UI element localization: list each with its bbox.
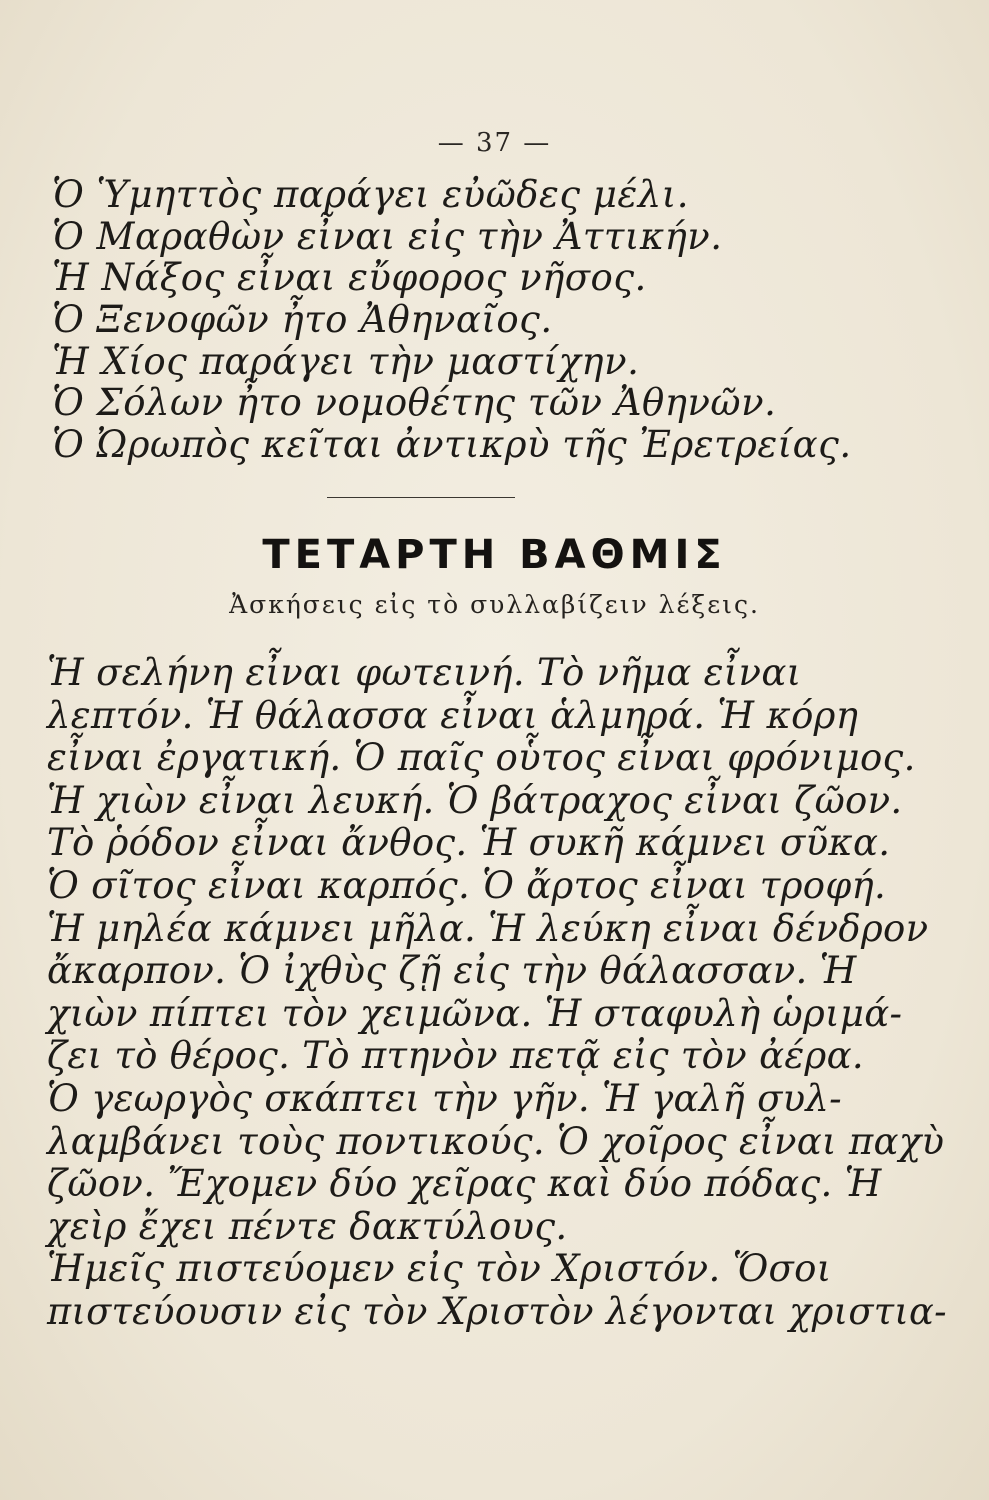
page-number: — 37 — [437,128,552,158]
text-line: εἶναι ἐργατική. Ὁ παῖς οὗτος εἶναι φρόνιμος. [47,736,916,780]
text-line: χιὼν πίπτει τὸν χειμῶνα. Ἡ σταφυλὴ ὡριμά- [47,991,903,1035]
text-line: λεπτόν. Ἡ θάλασσα εἶναι ἁλμηρά. Ἡ κόρη [47,693,859,737]
text-line: πιστεύουσιν εἰς τὸν Χριστὸν λέγονται χριστια- [47,1289,947,1333]
sentence-line: Ὁ Σόλων ἦτο νομοθέτης τῶν Ἀθηνῶν. [52,381,777,425]
sentence-list [52,174,932,466]
section-divider [327,497,515,498]
sentence-line: Ὁ Ὠρωπὸς κεῖται ἀντικρὺ τῆς Ἐρετρείας. [52,423,852,467]
text-line: Ἡ χιὼν εἶναι λευκή. Ὁ βάτραχος εἶναι ζῶον. [47,778,903,822]
text-line: Ὁ σῖτος εἶναι καρπός. Ὁ ἄρτος εἶναι τροφή. [47,863,887,907]
text-line: λαμβάνει τοὺς ποντικούς. Ὁ χοῖρος εἶναι παχὺ [47,1119,945,1163]
text-line: Ὁ γεωργὸς σκάπτει τὴν γῆν. Ἡ γαλῆ συλ- [47,1076,842,1120]
text-line: Ἡ μηλέα κάμνει μῆλα. Ἡ λεύκη εἶναι δένδρον [47,906,929,950]
section-subheading: Ἀσκήσεις εἰς τὸ συλλαβίζειν λέξεις. [229,590,760,619]
sentence-line: Ὁ Ὑμηττὸς παράγει εὐῶδες μέλι. [52,173,689,216]
text-line: ζῶον. Ἔχομεν δύο χεῖρας καὶ δύο πόδας. Ἡ [47,1162,882,1206]
text-line: ζει τὸ θέρος. Τὸ πτηνὸν πετᾷ εἰς τὸν ἀέρα. [47,1034,864,1078]
text-line: χεὶρ ἔχει πέντε δακτύλους. [47,1204,568,1248]
sentence-line: Ἡ Νάξος εἶναι εὔφορος νῆσος. [52,256,647,300]
text-line: Ἡ σελήνη εἶναι φωτεινή. Τὸ νῆμα εἶναι [47,651,802,694]
text-line: ἄκαρπον. Ὁ ἰχθὺς ζῇ εἰς τὴν θάλασσαν. Ἡ [47,949,857,993]
sentence-line: Ἡ Χίος παράγει τὴν μαστίχην. [52,339,640,383]
body-text [47,652,947,1334]
sentence-line: Ὁ Μαραθὼν εἶναι εἰς τὴν Ἀττικήν. [52,214,723,258]
section-heading: ΤΕΤΑΡΤΗ ΒΑΘΜΙΣ [262,532,727,578]
sentence-line: Ὁ Ξενοφῶν ἦτο Ἀθηναῖος. [52,298,553,342]
text-line: Ἡμεῖς πιστεύομεν εἰς τὸν Χριστόν. Ὅσοι [47,1247,832,1291]
text-line: Τὸ ῥόδον εἶναι ἄνθος. Ἡ συκῆ κάμνει σῦκα. [47,821,891,865]
